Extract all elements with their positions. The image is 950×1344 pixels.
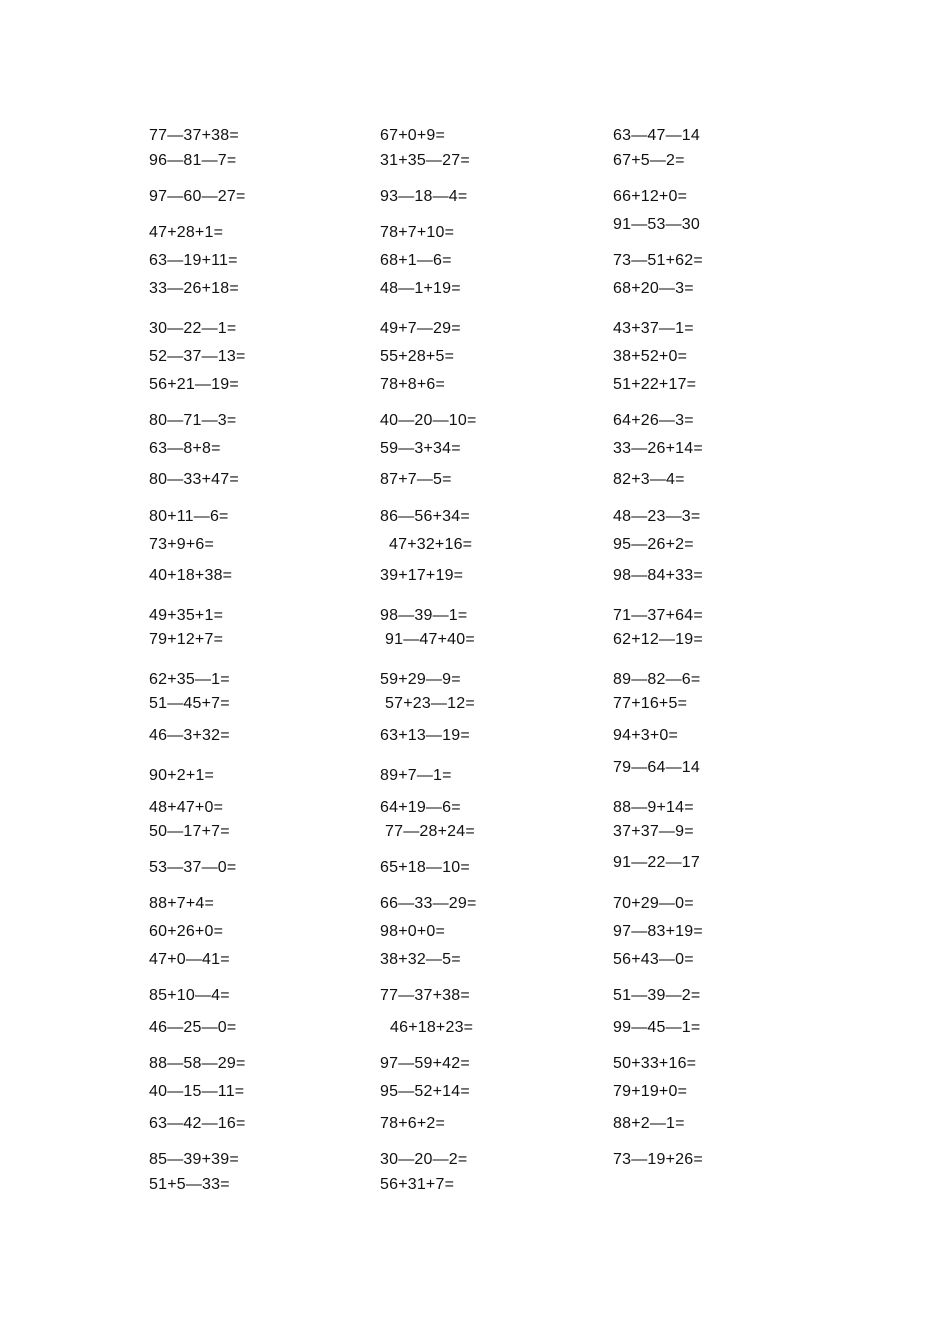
- math-problem: 68+20—3=: [613, 280, 694, 297]
- math-problem: 87+7—5=: [380, 471, 452, 488]
- math-problem: 99—45—1=: [613, 1019, 701, 1036]
- math-problem: 43+37—1=: [613, 320, 694, 337]
- math-problem: 62+35—1=: [149, 671, 230, 688]
- math-problem: 38+32—5=: [380, 951, 461, 968]
- math-problem: 70+29—0=: [613, 895, 694, 912]
- math-problem: 57+23—12=: [385, 695, 475, 712]
- math-problem: 97—60—27=: [149, 188, 246, 205]
- math-problem: 79+19+0=: [613, 1083, 688, 1100]
- math-problem: 82+3—4=: [613, 471, 685, 488]
- math-problem: 46—3+32=: [149, 727, 230, 744]
- math-problem: 68+1—6=: [380, 252, 452, 269]
- math-problem: 38+52+0=: [613, 348, 688, 365]
- math-problem: 33—26+18=: [149, 280, 239, 297]
- math-problem: 40—20—10=: [380, 412, 477, 429]
- math-problem: 93—18—4=: [380, 188, 468, 205]
- math-problem: 73—51+62=: [613, 252, 703, 269]
- math-problem: 51—45+7=: [149, 695, 230, 712]
- math-problem: 37+37—9=: [613, 823, 694, 840]
- math-problem: 66—33—29=: [380, 895, 477, 912]
- math-problem: 47+28+1=: [149, 224, 224, 241]
- math-problem: 63—8+8=: [149, 440, 221, 457]
- math-problem: 39+17+19=: [380, 567, 464, 584]
- math-problem: 90+2+1=: [149, 767, 215, 784]
- math-problem: 78+7+10=: [380, 224, 455, 241]
- math-problem: 91—22—17: [613, 854, 700, 871]
- math-problem: 59—3+34=: [380, 440, 461, 457]
- math-problem: 48—23—3=: [613, 508, 701, 525]
- math-problem: 53—37—0=: [149, 859, 237, 876]
- math-problem: 30—22—1=: [149, 320, 237, 337]
- math-problem: 67+5—2=: [613, 152, 685, 169]
- math-problem: 65+18—10=: [380, 859, 470, 876]
- math-problem: 88+2—1=: [613, 1115, 685, 1132]
- math-problem: 85—39+39=: [149, 1151, 239, 1168]
- math-problem: 91—53—30: [613, 216, 700, 233]
- math-problem: 46+18+23=: [390, 1019, 474, 1036]
- math-problem: 55+28+5=: [380, 348, 455, 365]
- math-problem: 56+43—0=: [613, 951, 694, 968]
- math-problem: 88—58—29=: [149, 1055, 246, 1072]
- math-problem: 96—81—7=: [149, 152, 237, 169]
- math-problem: 89—82—6=: [613, 671, 701, 688]
- math-problem: 51+22+17=: [613, 376, 697, 393]
- math-problem: 62+12—19=: [613, 631, 703, 648]
- math-problem: 46—25—0=: [149, 1019, 237, 1036]
- math-problem: 59+29—9=: [380, 671, 461, 688]
- math-problem: 91—47+40=: [385, 631, 475, 648]
- math-problem: 89+7—1=: [380, 767, 452, 784]
- math-problem: 63—42—16=: [149, 1115, 246, 1132]
- math-problem: 49+35+1=: [149, 607, 224, 624]
- math-problem: 94+3+0=: [613, 727, 679, 744]
- math-problem: 60+26+0=: [149, 923, 224, 940]
- math-problem: 47+0—41=: [149, 951, 230, 968]
- math-problem: 97—83+19=: [613, 923, 703, 940]
- math-problem: 80+11—6=: [149, 508, 229, 525]
- math-problem: 77—37+38=: [149, 127, 239, 144]
- math-problem: 88—9+14=: [613, 799, 694, 816]
- math-problem: 79+12+7=: [149, 631, 224, 648]
- math-problem: 78+8+6=: [380, 376, 446, 393]
- math-problem: 64+26—3=: [613, 412, 694, 429]
- math-problem: 98—39—1=: [380, 607, 468, 624]
- math-problem: 78+6+2=: [380, 1115, 446, 1132]
- math-problem: 98—84+33=: [613, 567, 703, 584]
- math-problem: 73—19+26=: [613, 1151, 703, 1168]
- math-problem: 77—28+24=: [385, 823, 475, 840]
- math-problem: 31+35—27=: [380, 152, 470, 169]
- math-problem: 80—71—3=: [149, 412, 237, 429]
- math-problem: 73+9+6=: [149, 536, 215, 553]
- math-problem: 63—19+11=: [149, 252, 238, 269]
- math-problem: 95—52+14=: [380, 1083, 470, 1100]
- math-problem: 52—37—13=: [149, 348, 246, 365]
- math-problem: 95—26+2=: [613, 536, 694, 553]
- math-problem: 86—56+34=: [380, 508, 470, 525]
- math-problem: 48—1+19=: [380, 280, 461, 297]
- math-problem: 30—20—2=: [380, 1151, 468, 1168]
- math-problem: 66+12+0=: [613, 188, 688, 205]
- math-problem: 56+21—19=: [149, 376, 239, 393]
- math-problem: 40+18+38=: [149, 567, 233, 584]
- math-problem: 88+7+4=: [149, 895, 215, 912]
- math-problem: 79—64—14: [613, 759, 700, 776]
- math-problem: 77—37+38=: [380, 987, 470, 1004]
- math-problem: 56+31+7=: [380, 1176, 455, 1193]
- math-problem: 48+47+0=: [149, 799, 224, 816]
- math-problem: 47+32+16=: [389, 536, 473, 553]
- math-problem: 50—17+7=: [149, 823, 230, 840]
- math-problem: 98+0+0=: [380, 923, 446, 940]
- math-problem: 40—15—11=: [149, 1083, 245, 1100]
- math-problem: 51—39—2=: [613, 987, 701, 1004]
- math-problem: 71—37+64=: [613, 607, 703, 624]
- math-problem: 49+7—29=: [380, 320, 461, 337]
- math-problem: 33—26+14=: [613, 440, 703, 457]
- math-problem: 63—47—14: [613, 127, 700, 144]
- math-problem: 80—33+47=: [149, 471, 239, 488]
- math-problem: 51+5—33=: [149, 1176, 230, 1193]
- math-problem: 85+10—4=: [149, 987, 230, 1004]
- math-problem: 67+0+9=: [380, 127, 446, 144]
- math-problem: 63+13—19=: [380, 727, 470, 744]
- math-problem: 77+16+5=: [613, 695, 688, 712]
- math-problem: 64+19—6=: [380, 799, 461, 816]
- math-problem: 97—59+42=: [380, 1055, 470, 1072]
- math-problem: 50+33+16=: [613, 1055, 697, 1072]
